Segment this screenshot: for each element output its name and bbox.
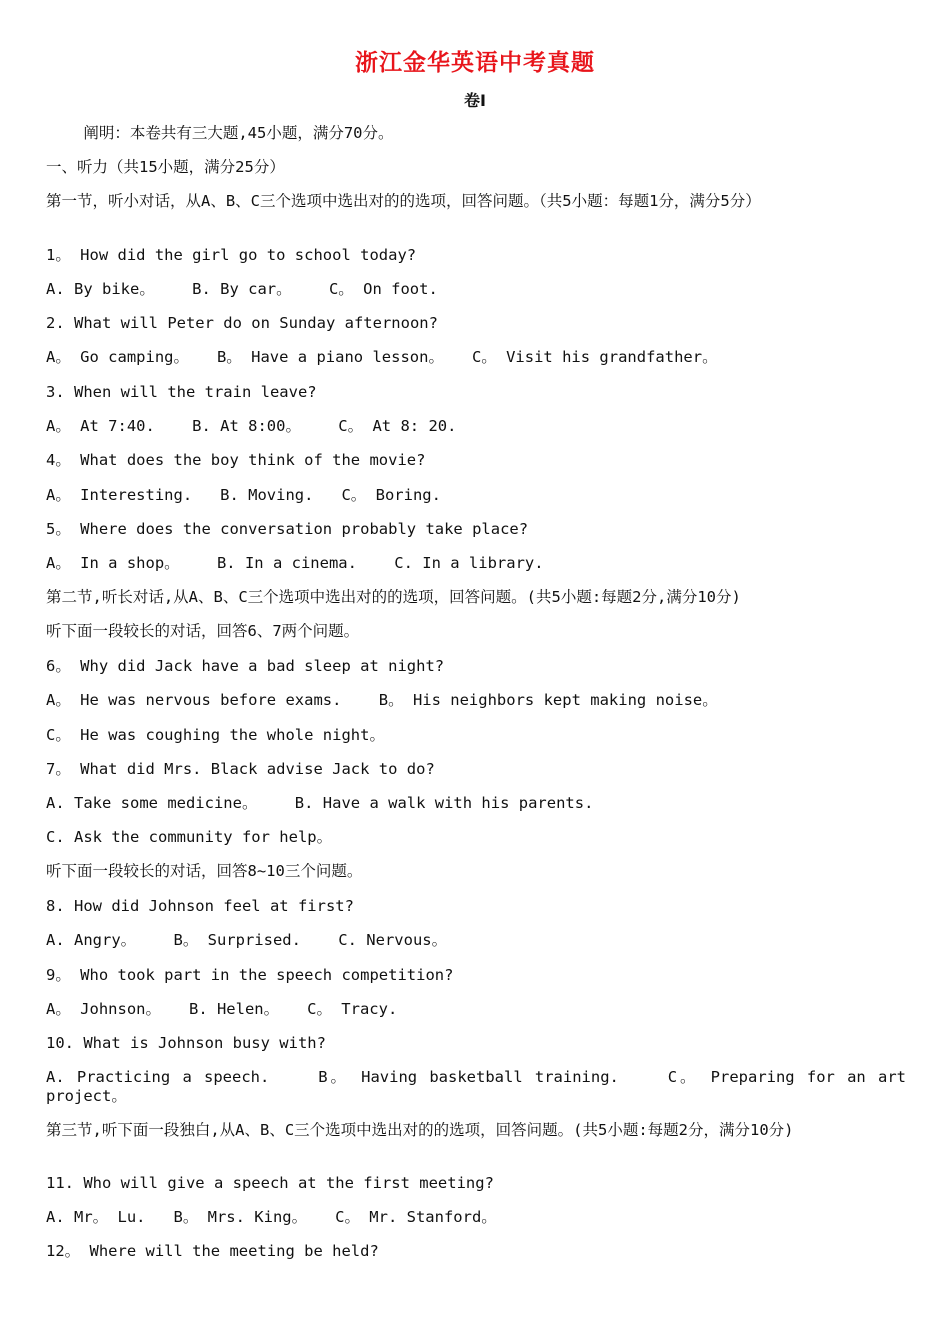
answer-options: C. Ask the community for help。 — [46, 828, 333, 846]
instructions-note: 阐明：本卷共有三大题,45小题，满分70分。 — [46, 124, 394, 142]
answer-options: C。 He was coughing the whole night。 — [46, 726, 385, 744]
answer-options: A。 At 7:40. B. At 8:00。 C。 At 8: 20. — [46, 417, 457, 435]
answer-options: A。 Interesting. B. Moving. C。 Boring. — [46, 486, 441, 504]
sub-instruction: 听下面一段较长的对话，回答6、7两个问题。 — [46, 622, 360, 640]
part-instruction: 第一节，听小对话，从A、B、C三个选项中选出对的的选项，回答问题。（共5小题：每题1分，满分5分） — [46, 192, 761, 210]
answer-options: A. Angry。 B。 Surprised. C. Nervous。 — [46, 931, 448, 949]
question-text: 8. How did Johnson feel at first? — [46, 897, 354, 915]
part-instruction: 第三节,听下面一段独白,从A、B、C三个选项中选出对的的选项，回答问题。(共5小题:每题2分，满分10分) — [46, 1121, 794, 1139]
sub-instruction: 听下面一段较长的对话，回答8~10三个问题。 — [46, 862, 363, 880]
answer-options: A。 Go camping。 B。 Have a piano lesson。 C。 Visit his grandfather。 — [46, 348, 718, 366]
document-title: 浙江金华英语中考真题 — [355, 50, 595, 76]
question-text: 7。 What did Mrs. Black advise Jack to do? — [46, 760, 435, 778]
section-heading: 一、听力（共15小题，满分25分） — [46, 158, 285, 176]
answer-options: A。 He was nervous before exams. B。 His neighbors kept making noise。 — [46, 691, 718, 709]
answer-options: A。 In a shop。 B. In a cinema. C. In a library. — [46, 554, 544, 572]
question-text: 5。 Where does the conversation probably take place? — [46, 520, 529, 538]
answer-options: A. Take some medicine。 B. Have a walk with his parents. — [46, 794, 594, 812]
question-text: 1。 How did the girl go to school today? — [46, 246, 417, 264]
question-text: 9。 Who took part in the speech competition? — [46, 966, 454, 984]
answer-options: A. By bike。 B. By car。 C。 On foot. — [46, 280, 438, 298]
question-text: 3. When will the train leave? — [46, 383, 317, 401]
question-text: 2. What will Peter do on Sunday afternoon? — [46, 314, 438, 332]
part-instruction: 第二节,听长对话,从A、B、C三个选项中选出对的的选项，回答问题。(共5小题:每题2分,满分10分) — [46, 588, 741, 606]
question-text: 4。 What does the boy think of the movie? — [46, 451, 426, 469]
question-text: 6。 Why did Jack have a bad sleep at night? — [46, 657, 445, 675]
answer-options: A. Practicing a speech. B。 Having basketball training. C。 Preparing for an art project。 — [46, 1068, 916, 1105]
question-text: 11. Who will give a speech at the first meeting? — [46, 1174, 494, 1192]
question-text: 10. What is Johnson busy with? — [46, 1034, 326, 1052]
question-text: 12。 Where will the meeting be held? — [46, 1242, 379, 1260]
paper-volume-label: 卷Ⅰ — [464, 91, 486, 110]
answer-options: A. Mr。 Lu. B。 Mrs. King。 C。 Mr. Stanford。 — [46, 1208, 497, 1226]
answer-options: A。 Johnson。 B. Helen。 C。 Tracy. — [46, 1000, 398, 1018]
